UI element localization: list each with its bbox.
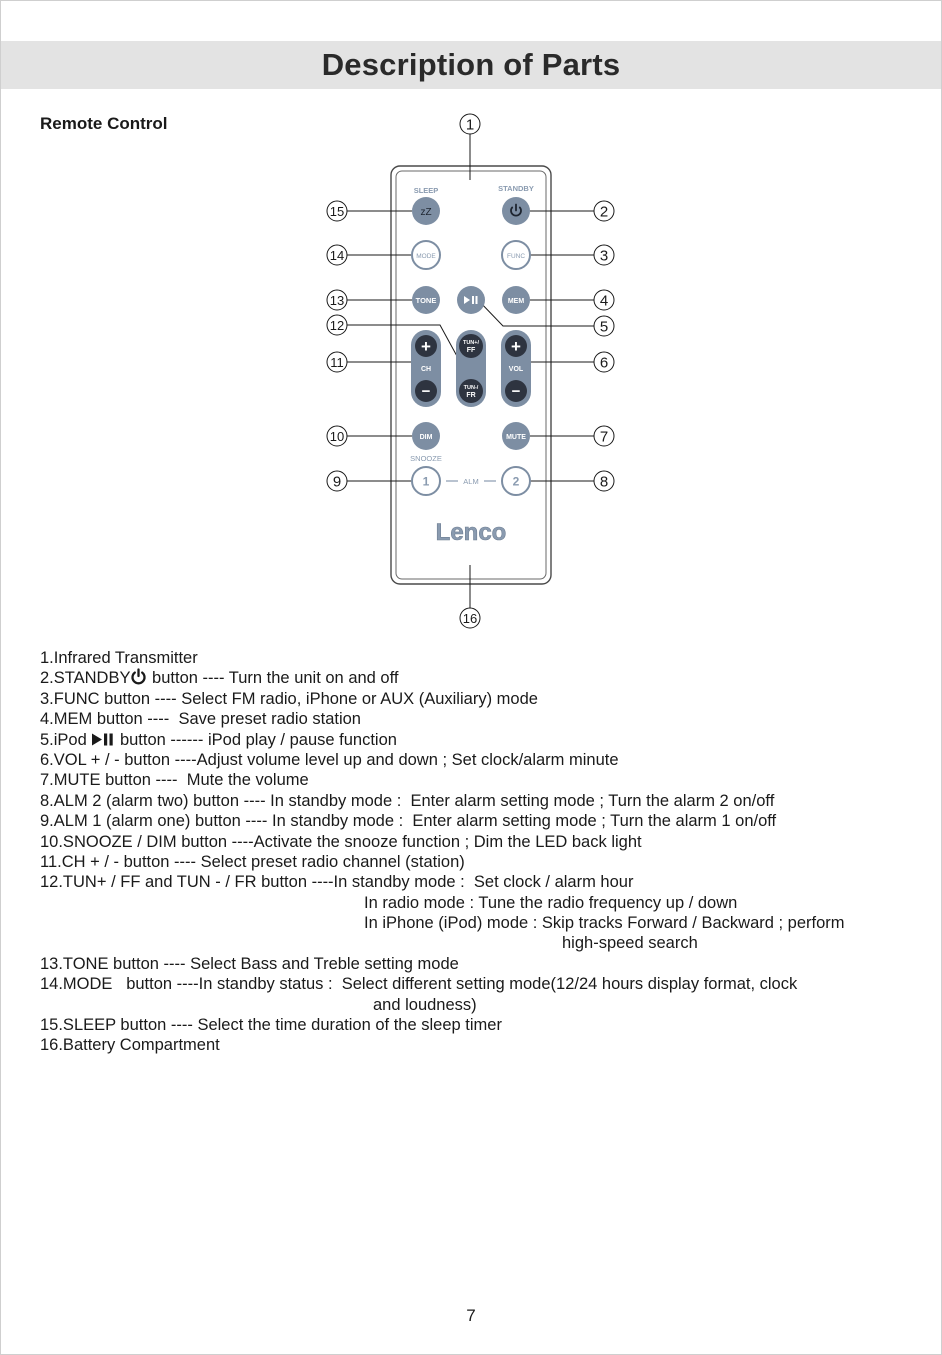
brand-logo: Lenco <box>435 519 507 546</box>
standby-label: STANDBY <box>498 184 534 193</box>
svg-text:+: + <box>511 337 521 356</box>
svg-text:15: 15 <box>329 204 345 219</box>
callout-16 <box>460 608 480 628</box>
desc-item-14: 14.MODE button ----In standby status : Select different setting mode(12/24 hours display format, clock <box>40 975 798 994</box>
desc-item-5: 5.iPod button ------ iPod play / pause function <box>40 730 397 749</box>
power-icon <box>130 668 147 685</box>
mem-button[interactable] <box>502 286 530 314</box>
desc-item-11: 11.CH + / - button ---- Select preset radio channel (station) <box>40 852 465 871</box>
svg-text:7: 7 <box>599 428 609 446</box>
snooze-label: SNOOZE <box>410 454 442 463</box>
svg-text:FF: FF <box>466 347 476 354</box>
desc-item-12-search: high-speed search <box>562 934 698 953</box>
dim-button[interactable] <box>412 422 440 450</box>
svg-text:TUN-/: TUN-/ <box>463 385 479 391</box>
desc-item-12: 12.TUN+ / FF and TUN - / FR button ----In standby mode : Set clock / alarm hour <box>40 873 634 892</box>
svg-text:12: 12 <box>329 318 345 333</box>
svg-text:DIM: DIM <box>419 434 433 441</box>
svg-text:FUNC: FUNC <box>506 253 526 260</box>
svg-text:14: 14 <box>329 248 345 263</box>
section-heading: Remote Control <box>40 114 168 133</box>
callout-14 <box>327 245 347 265</box>
desc-item-3: 3.FUNC button ---- Select FM radio, iPhone or AUX (Auxiliary) mode <box>40 689 538 708</box>
alm-label: ALM <box>463 477 479 486</box>
page-number: 7 <box>466 1306 476 1325</box>
play-pause-icon <box>91 732 115 747</box>
callout-10 <box>327 426 347 446</box>
tun-rocker <box>456 330 486 407</box>
standby-button[interactable] <box>502 197 530 225</box>
svg-text:6: 6 <box>599 354 609 372</box>
callout-13 <box>327 290 347 310</box>
svg-text:−: − <box>511 383 521 400</box>
tun-plus-ff-button[interactable] <box>459 334 483 358</box>
mute-button[interactable] <box>502 422 530 450</box>
callout-3 <box>594 245 614 265</box>
svg-text:4: 4 <box>599 292 609 310</box>
desc-item-1: 1.Infrared Transmitter <box>40 649 198 667</box>
svg-text:FR: FR <box>466 392 476 399</box>
ch-plus-button[interactable] <box>415 335 437 357</box>
sleep-button[interactable] <box>412 197 440 225</box>
callout-12 <box>327 315 347 335</box>
callout-7 <box>594 426 614 446</box>
svg-text:8: 8 <box>599 473 609 491</box>
desc-item-10: 10.SNOOZE / DIM button ----Activate the snooze function ; Dim the LED back light <box>40 832 642 851</box>
desc-item-12-radio: In radio mode : Tune the radio frequency up / down <box>364 893 738 912</box>
mode-button[interactable] <box>412 241 440 269</box>
callout-11 <box>327 352 347 372</box>
svg-text:MODE: MODE <box>416 253 436 260</box>
svg-text:MEM: MEM <box>507 298 525 305</box>
vol-rocker <box>501 330 531 407</box>
svg-text:2: 2 <box>599 203 609 221</box>
desc-item-13: 13.TONE button ---- Select Bass and Treble setting mode <box>40 954 459 973</box>
svg-text:MUTE: MUTE <box>506 434 526 441</box>
svg-text:TUN+/: TUN+/ <box>462 340 480 346</box>
desc-item-9: 9.ALM 1 (alarm one) button ---- In standby mode : Enter alarm setting mode ; Turn the alarm 1 on/off <box>40 812 777 831</box>
ch-label: CH <box>420 366 432 373</box>
svg-text:−: − <box>421 383 431 400</box>
svg-text:+: + <box>421 337 431 356</box>
callout-2 <box>594 201 614 221</box>
desc-item-4: 4.MEM button ---- Save preset radio station <box>40 710 361 729</box>
callout-1 <box>460 114 480 134</box>
svg-text:2: 2 <box>512 474 520 489</box>
svg-text:zZ: zZ <box>420 207 432 218</box>
ch-minus-button[interactable] <box>415 380 437 402</box>
callout-9 <box>327 471 347 491</box>
desc-item-12-iphone: In iPhone (iPod) mode : Skip tracks Forward / Backward ; perform <box>364 914 845 933</box>
svg-text:3: 3 <box>599 247 609 265</box>
callout-4 <box>594 290 614 310</box>
func-button[interactable] <box>502 241 530 269</box>
ch-rocker <box>411 330 441 407</box>
alm1-button[interactable] <box>412 467 440 495</box>
svg-text:13: 13 <box>329 293 345 308</box>
callout-8 <box>594 471 614 491</box>
desc-item-2: 2.STANDBY button ---- Turn the unit on and off <box>40 669 399 688</box>
svg-text:11: 11 <box>330 355 344 370</box>
svg-text:16: 16 <box>462 611 478 626</box>
page-title: Description of Parts <box>321 47 621 82</box>
vol-minus-button[interactable] <box>505 380 527 402</box>
svg-text:9: 9 <box>332 473 342 491</box>
vol-label: VOL <box>508 366 524 373</box>
tone-button[interactable] <box>412 286 440 314</box>
svg-text:1: 1 <box>465 116 475 134</box>
parts-description-list <box>40 648 920 1056</box>
desc-item-7: 7.MUTE button ---- Mute the volume <box>40 771 309 790</box>
sleep-label: SLEEP <box>413 186 439 195</box>
play-pause-button[interactable] <box>457 286 485 314</box>
desc-item-6: 6.VOL + / - button ----Adjust volume level up and down ; Set clock/alarm minute <box>40 750 619 769</box>
svg-text:5: 5 <box>599 318 609 336</box>
desc-item-14-cont: and loudness) <box>373 995 477 1014</box>
desc-item-8: 8.ALM 2 (alarm two) button ---- In standby mode : Enter alarm setting mode ; Turn the alarm 2 on/off <box>40 791 775 810</box>
alm2-button[interactable] <box>502 467 530 495</box>
desc-item-16: 16.Battery Compartment <box>40 1036 220 1055</box>
callout-15 <box>327 201 347 221</box>
vol-plus-button[interactable] <box>505 335 527 357</box>
svg-text:1: 1 <box>422 474 430 489</box>
desc-item-15: 15.SLEEP button ---- Select the time duration of the sleep timer <box>40 1016 502 1035</box>
callout-6 <box>594 352 614 372</box>
svg-text:10: 10 <box>329 429 345 444</box>
remote-diagram <box>0 0 942 640</box>
svg-text:TONE: TONE <box>415 296 437 305</box>
tun-minus-fr-button[interactable] <box>459 379 483 403</box>
callout-5 <box>594 316 614 336</box>
